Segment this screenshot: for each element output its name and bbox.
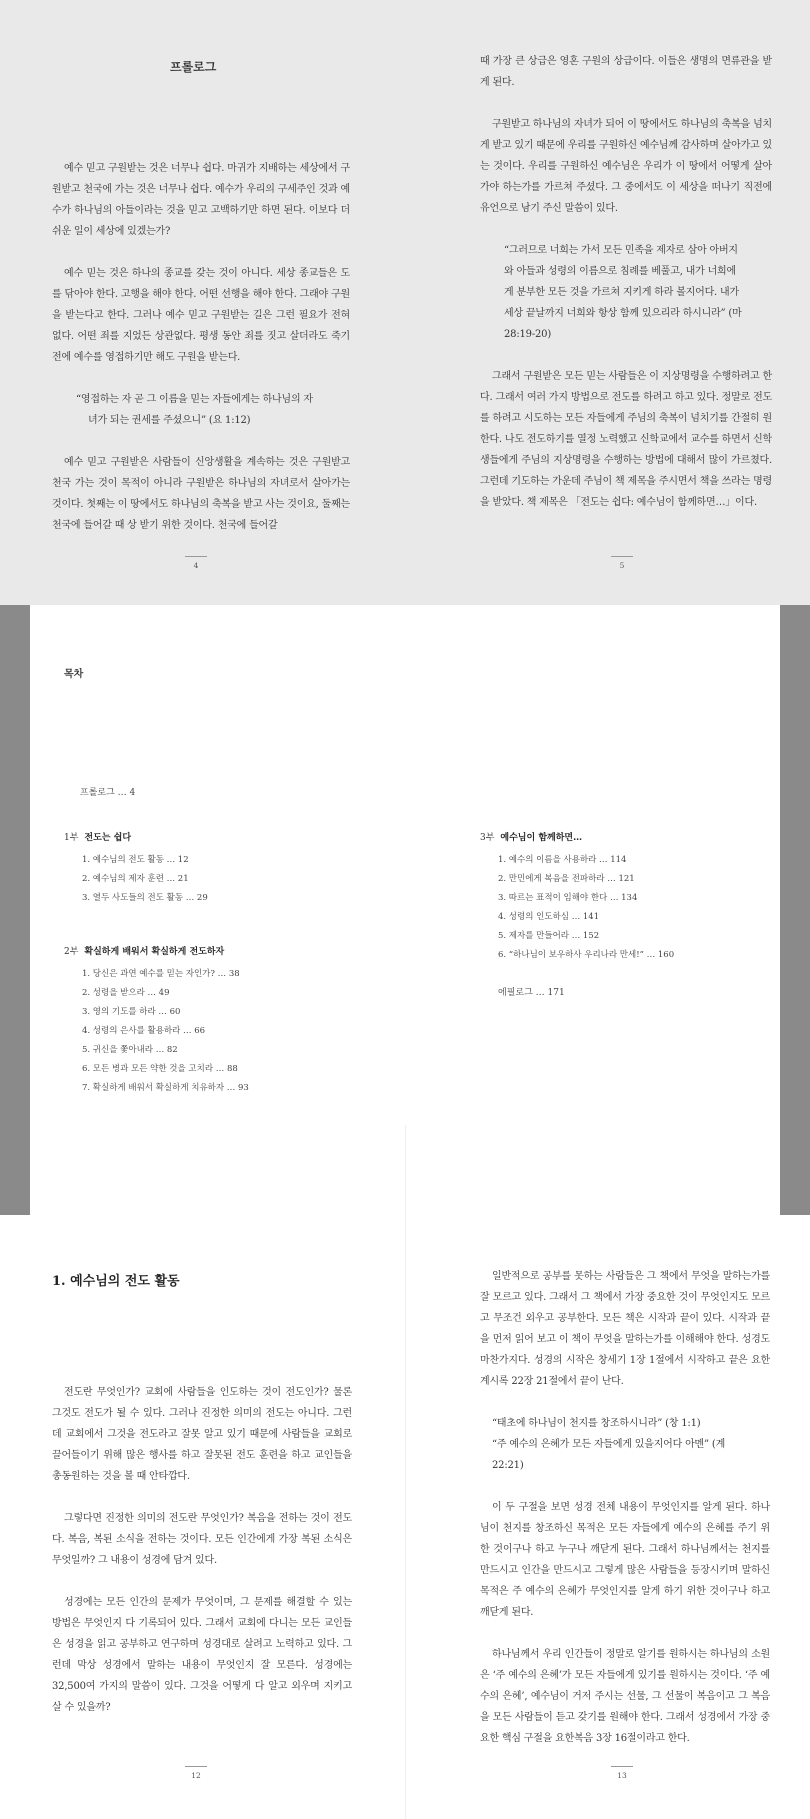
toc-heading: 목차 xyxy=(64,669,84,680)
paragraph: 이 두 구절을 보면 성경 전체 내용이 무엇인지를 알게 된다. 하나님이 천지를 창조하신 목적은 모든 자들에게 예수의 은혜를 주기 위한 것이구나 하고 누구나 깨닫게 된다. 그래서 하나님께서는 천지를 만드시고 인간을 만드시고 그렇게 많은 사람들을 등장시키며 말하신 목적은 주 예수의 은혜가 무엇인지를 알게 하기 위한 것이구나 하고 깨닫게 된다. xyxy=(480,1502,770,1618)
quote-line: 게 분부한 모든 것을 가르쳐 지키게 하라 볼지어다. 내가 xyxy=(504,287,739,298)
toc-item: 5. 귀신을 쫓아내라 … 82 xyxy=(82,1045,178,1055)
quote-line: “태초에 하나님이 천지를 창조하시니라” (창 1:1) xyxy=(492,1418,701,1429)
part-number: 2부 xyxy=(64,947,79,957)
paragraph: 예수 믿고 구원받는 것은 너무나 쉽다. 마귀가 지배하는 세상에서 구원받고 천국에 가는 것은 너무나 쉽다. 예수가 우리의 구세주인 것과 예수가 하나님의 아들이라는 것을 믿고 고백하기만 하면 된다. 이보다 더 쉬운 일이 세상에 있겠는가? xyxy=(52,163,350,237)
toc-item: 4. 성령의 은사를 활용하라 … 66 xyxy=(82,1026,206,1036)
toc-item: 6. 모든 병과 모든 약한 것을 고치라 … 88 xyxy=(82,1064,238,1074)
quote-line: “주 예수의 은혜가 모든 자들에게 있을지어다 아멘” (계 xyxy=(492,1439,726,1450)
spread-toc xyxy=(0,605,810,1215)
bible-quote xyxy=(480,1413,770,1476)
right-edge-bar xyxy=(780,605,810,1215)
toc-part-2-list xyxy=(82,965,249,1098)
toc-item: 4. 성령의 인도하심 … 141 xyxy=(498,912,600,922)
spread-chapter-1 xyxy=(0,1215,810,1819)
toc-item: 1. 예수의 이름을 사용하라 … 114 xyxy=(498,855,627,865)
bible-quote xyxy=(52,389,350,431)
paragraph: 하나님께서 우리 인간들이 정말로 알기를 원하시는 하나님의 소원은 ‘주 예수의 은혜’가 모든 자들에게 있기를 원하시는 것이다. ‘주 예수의 은혜’, 예수님이 거저 주시는 선물, 그 선물이 복음이고 그 복음을 모든 사람들이 듣고 갖기를 원해야 한다. 그래서 성경에서 가장 중요한 핵심 구절을 요한복음 3장 16절이라고 한다. xyxy=(480,1649,770,1744)
toc-part-2 xyxy=(64,942,224,963)
part-title: 예수님이 함께하면… xyxy=(500,833,583,843)
toc-item: 3. 영의 기도를 하라 … 60 xyxy=(82,1007,181,1017)
paragraph: 그래서 구원받은 모든 믿는 사람들은 이 지상명령을 수행하려고 한다. 그래서 여러 가지 방법으로 전도를 하려고 하고 있다. 정말로 전도를 하려고 시도하는 모든 자들에게 주님의 축복이 넘치기를 간절히 원한다. 나도 전도하기를 열정 노력했고 신학교에서 교수를 하면서 신학생들에게 주님의 지상명령을 수행하는 방법에 대해서 많이 가르쳤다. 그런데 기도하는 가운데 주님이 책 제목을 주시면서 책을 쓰라는 명령을 받았다. 책 제목은 「전도는 쉽다: 예수님이 함께하면…」이다. xyxy=(480,371,772,508)
toc-item: 6. “하나님이 보우하사 우리나라 만세!” … 160 xyxy=(498,950,675,960)
toc-part-3 xyxy=(480,828,582,849)
quote-line: 녀가 되는 권세를 주셨으니” (요 1:12) xyxy=(88,415,251,426)
quote-line: “영접하는 자 곧 그 이름을 믿는 자들에게는 하나님의 자 xyxy=(76,394,313,405)
toc-item: 2. 예수님의 제자 훈련 … 21 xyxy=(82,874,189,884)
part-title: 전도는 쉽다 xyxy=(84,833,132,843)
page-4 xyxy=(0,0,405,605)
toc-item: 3. 열두 사도들의 전도 활동 … 29 xyxy=(82,893,208,903)
paragraph: 예수 믿는 것은 하나의 종교를 갖는 것이 아니다. 세상 종교들은 도를 닦아야 한다. 고행을 해야 한다. 어떤 선행을 해야 한다. 그래야 구원을 받는다고 한다. 그러나 예수 믿고 구원받는 길은 그런 필요가 전혀 없다. 어떤 죄를 지었든 상관없다. 평생 동안 죄를 짓고 살더라도 죽기 전에 예수를 영접하기만 해도 구원을 받는다. xyxy=(52,268,350,363)
quote-line: “그러므로 너희는 가서 모든 민족을 제자로 삼아 아버지 xyxy=(504,245,738,256)
toc-part-1-list xyxy=(82,851,208,908)
page-number: 5 xyxy=(602,556,642,570)
gutter-line xyxy=(405,1215,406,1819)
toc-part-1 xyxy=(64,828,131,849)
paragraph: 때 가장 큰 상급은 영혼 구원의 상급이다. 이들은 생명의 면류관을 받게 된다. xyxy=(480,56,772,88)
toc-item: 2. 만민에게 복음을 전파하라 … 121 xyxy=(498,874,635,884)
paragraph: 예수 믿고 구원받은 사람들이 신앙생활을 계속하는 것은 구원받고 천국 가는 것이 목적이 아니라 구원받은 하나님의 자녀로서 살아가는 것이다. 첫째는 이 땅에서도 하나님의 축복을 받고 사는 것이요, 둘째는 천국에 들어갈 때 상 받기 위한 것이다. 천국에 들어갈 xyxy=(52,457,350,531)
page-number: 12 xyxy=(176,1766,216,1780)
quote-line: 세상 끝날까지 너희와 항상 함께 있으리라 하시니라” (마 xyxy=(504,308,742,319)
page-13-text xyxy=(480,1266,770,1770)
left-edge-bar xyxy=(0,605,30,1215)
toc-item: 7. 확실하게 배워서 확실하게 치유하자 … 93 xyxy=(82,1083,249,1093)
quote-line: 22:21) xyxy=(492,1460,524,1471)
page-number: 13 xyxy=(602,1766,642,1780)
part-number: 3부 xyxy=(480,833,495,843)
toc-item: 3. 따르는 표적이 임해야 한다 … 134 xyxy=(498,893,638,903)
part-title: 확실하게 배워서 확실하게 전도하자 xyxy=(84,947,225,957)
page-4-text xyxy=(52,158,350,557)
paragraph: 성경에는 모든 인간의 문제가 무엇이며, 그 문제를 해결할 수 있는 방법은 무엇인지 다 기록되어 있다. 그래서 교회에 다니는 모든 교인들은 성경을 읽고 공부하고 연구하며 성경대로 살려고 노력하고 있다. 그런데 막상 성경에서 말하는 내용이 무엇인지 잘 모른다. 성경에는 32,500여 가지의 말씀이 있다. 그것을 어떻게 다 알고 외우며 지키고 살 수 있을까? xyxy=(52,1597,352,1713)
quote-line: 28:19-20) xyxy=(504,329,552,340)
quote-line: 와 아들과 성령의 이름으로 침례를 베풀고, 내가 너희에 xyxy=(504,266,736,277)
page-12-text xyxy=(52,1382,352,1739)
toc-part-3-list xyxy=(498,851,674,965)
toc-item: 1. 당신은 과연 예수를 믿는 자인가? … 38 xyxy=(82,969,240,979)
toc-item: 1. 예수님의 전도 활동 … 12 xyxy=(82,855,189,865)
paragraph: 그렇다면 진정한 의미의 전도란 무엇인가? 복음을 전하는 것이 전도다. 복음, 복된 소식을 전하는 것이다. 모든 인간에게 가장 복된 소식은 무엇일까? 그 내용이 성경에 담겨 있다. xyxy=(52,1513,352,1566)
bible-quote xyxy=(480,240,772,345)
paragraph: 구원받고 하나님의 자녀가 되어 이 땅에서도 하나님의 축복을 넘치게 받고 있기 때문에 우리를 구원하신 예수님께 감사하며 살아가고 있는 것이다. 우리를 구원하신 예수님은 우리가 이 땅에서 어떻게 살아가야 하는가를 가르쳐 주셨다. 그 중에서도 이 세상을 떠나기 직전에 유언으로 남기 주신 말씀이 있다. xyxy=(480,119,772,214)
chapter-title: 1. 예수님의 전도 활동 xyxy=(52,1274,180,1289)
prologue-title: 프롤로그 xyxy=(170,60,217,74)
page-number: 4 xyxy=(176,556,216,570)
spread-prologue xyxy=(0,0,810,605)
toc-epilogue: 에필로그 … 171 xyxy=(498,988,565,998)
page-5 xyxy=(405,0,810,605)
toc-item: 2. 성령을 받으라 … 49 xyxy=(82,988,170,998)
gutter-line xyxy=(405,1125,406,1215)
paragraph: 일반적으로 공부를 못하는 사람들은 그 책에서 무엇을 말하는가를 잘 모르고 있다. 그래서 그 책에서 가장 중요한 것이 무엇인지도 모르고 무조건 외우고 공부한다. 모든 책은 시작과 끝이 있다. 시작과 끝을 먼저 읽어 보고 이 책이 무엇을 말하는가를 이해해야 한다. 성경도 마찬가지다. 성경의 시작은 창세기 1장 1절에서 시작하고 끝은 요한계시록 22장 21절에서 끝이 난다. xyxy=(480,1271,770,1387)
toc-item: 5. 제자를 만들어라 … 152 xyxy=(498,931,600,941)
paragraph: 전도란 무엇인가? 교회에 사람들을 인도하는 것이 전도인가? 물론 그것도 전도가 될 수 있다. 그러나 진정한 의미의 전도는 아니다. 그런데 교회에서 그것을 전도라고 잘못 알고 있기 때문에 사람들을 교회로 끌어들이기 위해 많은 행사를 하고 잘못된 전도 훈련을 하고 교인들을 총동원하는 것을 볼 때 안타깝다. xyxy=(52,1387,352,1482)
page-5-text xyxy=(480,51,772,534)
toc-prologue: 프롤로그 … 4 xyxy=(80,788,136,798)
part-number: 1부 xyxy=(64,833,79,843)
